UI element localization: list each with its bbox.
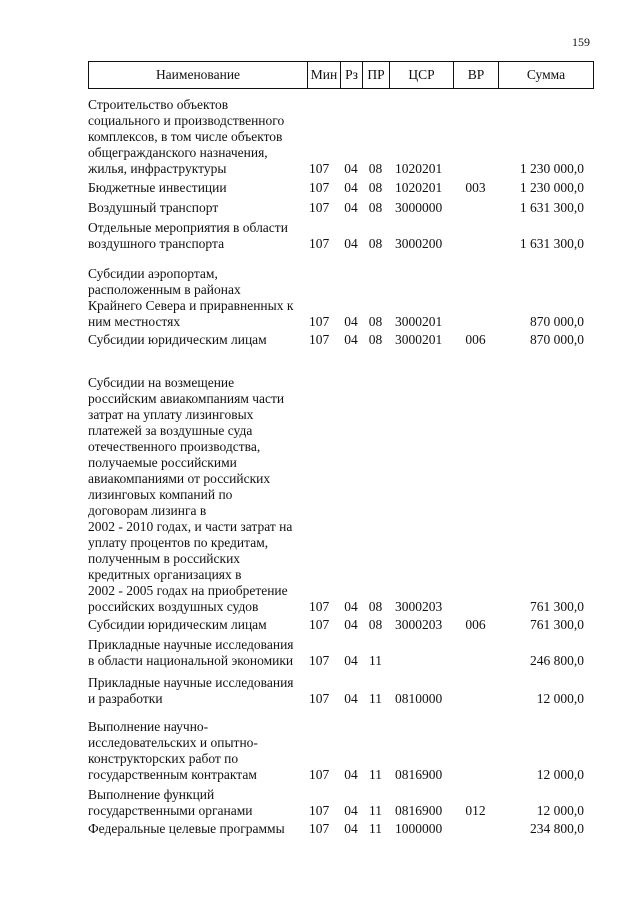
- row-pr: 11: [369, 653, 382, 668]
- row-sum: 234 800,0: [530, 821, 584, 836]
- row-csr: 0816900: [395, 803, 443, 818]
- row-sum: 1 230 000,0: [519, 180, 584, 195]
- row-csr: 3000203: [395, 617, 443, 632]
- header-rz: Рз: [341, 62, 363, 88]
- row-rz: 04: [344, 599, 358, 614]
- row-csr: 1020201: [395, 180, 443, 195]
- header-pr: ПР: [363, 62, 390, 88]
- row-min: 107: [309, 161, 330, 176]
- row-sum: 246 800,0: [530, 653, 584, 668]
- row-name: Прикладные научные исследования в области национальной экономики: [88, 637, 294, 668]
- table-header: [88, 61, 594, 89]
- row-sum: 12 000,0: [536, 803, 584, 818]
- row-name: Субсидии аэропортам, расположенным в районах Крайнего Севера и приравненных к ним местностях: [88, 266, 294, 329]
- table-row: [88, 332, 594, 348]
- row-sum: 870 000,0: [530, 332, 584, 347]
- row-pr: 08: [368, 200, 383, 215]
- row-min: 107: [309, 314, 330, 329]
- row-rz: 04: [344, 691, 358, 706]
- row-name: Строительство объектов социального и производственного комплексов, в том числе объектов общегражданского назначения, жилья, инфраструктуры: [88, 97, 285, 176]
- row-rz: 04: [344, 617, 358, 632]
- row-rz: 04: [344, 200, 358, 215]
- row-pr: 11: [369, 691, 382, 706]
- row-rz: 04: [344, 236, 358, 251]
- row-min: 107: [309, 200, 330, 215]
- row-csr: 0816900: [395, 767, 443, 782]
- row-name: Субсидии юридическим лицам: [88, 617, 267, 632]
- row-min: 107: [309, 653, 330, 668]
- row-csr: 0810000: [395, 691, 443, 706]
- header-vr: ВР: [454, 62, 499, 88]
- row-rz: 04: [344, 767, 358, 782]
- row-pr: 11: [369, 803, 382, 818]
- row-name: Воздушный транспорт: [88, 200, 219, 215]
- row-csr: 1020201: [395, 161, 443, 176]
- row-pr: 08: [368, 180, 383, 195]
- table-row: [88, 787, 594, 819]
- row-min: 107: [309, 180, 330, 195]
- row-sum: 12 000,0: [536, 767, 584, 782]
- row-rz: 04: [344, 653, 358, 668]
- row-sum: 1 230 000,0: [519, 161, 584, 176]
- row-min: 107: [309, 332, 330, 347]
- row-sum: 870 000,0: [530, 314, 584, 329]
- row-min: 107: [309, 767, 330, 782]
- row-name: Выполнение научно- исследовательских и опытно- конструкторских работ по государственным контрактам: [88, 719, 258, 782]
- row-rz: 04: [344, 821, 358, 836]
- row-rz: 04: [344, 803, 358, 818]
- row-rz: 04: [344, 314, 358, 329]
- table-row: [88, 617, 594, 633]
- row-name: Выполнение функций государственными органами: [88, 787, 253, 818]
- row-pr: 11: [369, 767, 382, 782]
- row-name: Бюджетные инвестиции: [88, 180, 227, 195]
- table-row: [88, 719, 594, 783]
- row-sum: 12 000,0: [536, 691, 584, 706]
- table-row: [88, 200, 594, 216]
- table-row: [88, 821, 594, 837]
- table-row: [88, 375, 594, 615]
- row-csr: 3000203: [395, 599, 443, 614]
- row-csr: 3000000: [395, 200, 443, 215]
- page-number: 159: [572, 35, 590, 49]
- row-min: 107: [309, 236, 330, 251]
- row-name: Федеральные целевые программы: [88, 821, 285, 836]
- row-csr: 3000201: [395, 332, 443, 347]
- table-row: [88, 637, 594, 669]
- row-name: Отдельные мероприятия в области воздушного транспорта: [88, 220, 288, 251]
- row-pr: 08: [368, 161, 383, 176]
- row-pr: 08: [368, 314, 383, 329]
- row-rz: 04: [344, 161, 358, 176]
- row-min: 107: [309, 803, 330, 818]
- row-csr: 1000000: [395, 821, 443, 836]
- row-pr: 11: [369, 821, 382, 836]
- row-vr: 006: [465, 617, 486, 632]
- row-min: 107: [309, 599, 330, 614]
- row-vr: 003: [465, 180, 486, 195]
- table-row: [88, 266, 594, 330]
- row-sum: 1 631 300,0: [519, 236, 584, 251]
- header-min: Мин: [308, 62, 341, 88]
- header-name: Наименование: [89, 62, 308, 88]
- row-pr: 08: [368, 617, 383, 632]
- row-csr: 3000201: [395, 314, 443, 329]
- row-sum: 1 631 300,0: [519, 200, 584, 215]
- row-pr: 08: [368, 599, 383, 614]
- row-min: 107: [309, 691, 330, 706]
- table-row: [88, 220, 594, 252]
- header-csr: ЦСР: [390, 62, 454, 88]
- row-sum: 761 300,0: [530, 617, 584, 632]
- header-sum: Сумма: [526, 67, 566, 82]
- row-csr: 3000200: [395, 236, 443, 251]
- row-rz: 04: [344, 332, 358, 347]
- table-body: [88, 97, 594, 837]
- table-row: [88, 180, 594, 196]
- row-rz: 04: [344, 180, 358, 195]
- row-min: 107: [309, 617, 330, 632]
- row-name: Субсидии юридическим лицам: [88, 332, 267, 347]
- row-pr: 08: [368, 236, 383, 251]
- row-vr: 006: [465, 332, 486, 347]
- row-vr: 012: [465, 803, 486, 818]
- table-row: [88, 97, 594, 177]
- row-pr: 08: [368, 332, 383, 347]
- row-name: Субсидии на возмещение российским авиакомпаниям части затрат на уплату лизинговых платежей за воздушные суда отечественного производства, получаемые российскими авиакомпаниями от российских лизинговых компаний по договорам лизинга в 2002 - 2010 годах, и части затрат на уплату процентов по кредитам, полученным в российских кредитных организациях в 2002 - 2005 годах на приобретение российских воздушных судов: [88, 375, 293, 614]
- row-min: 107: [309, 821, 330, 836]
- row-sum: 761 300,0: [530, 599, 584, 614]
- table-row: [88, 675, 594, 707]
- row-name: Прикладные научные исследования и разработки: [88, 675, 294, 706]
